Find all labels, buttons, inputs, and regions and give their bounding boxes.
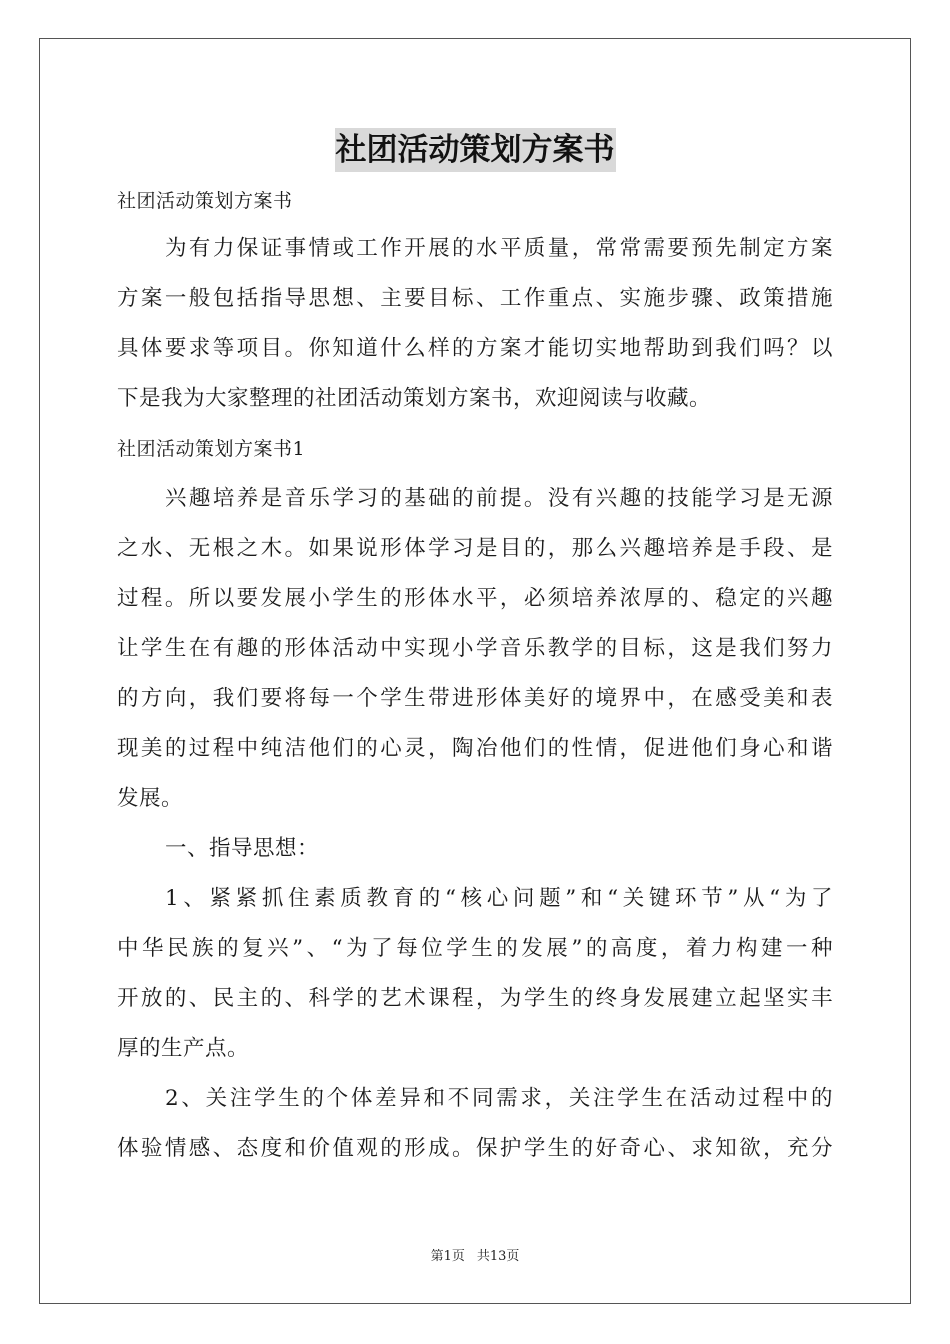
title-wrap: [0, 128, 950, 172]
text-line: 下是我为大家整理的社团活动策划方案书，欢迎阅读与收藏。: [117, 386, 712, 411]
text-line: 发展。: [117, 786, 184, 811]
text-line: 中华民族的复兴”、“为了每位学生的发展”的高度，着力构建一种: [117, 936, 833, 961]
text-line: 2、关注学生的个体差异和不同需求，关注学生在活动过程中的: [165, 1086, 833, 1111]
text-line: 体验情感、态度和价值观的形成。保护学生的好奇心、求知欲，充分: [117, 1136, 833, 1161]
text-line: 方案一般包括指导思想、主要目标、工作重点、实施步骤、政策措施: [117, 286, 833, 311]
text-line: 让学生在有趣的形体活动中实现小学音乐教学的目标，这是我们努力: [117, 636, 833, 661]
text-line: 之水、无根之木。如果说形体学习是目的，那么兴趣培养是手段、是: [117, 536, 833, 561]
page-border: [39, 38, 911, 1304]
text-line: 兴趣培养是音乐学习的基础的前提。没有兴趣的技能学习是无源: [165, 486, 833, 511]
text-line: 现美的过程中纯洁他们的心灵，陶冶他们的性情，促进他们身心和谐: [117, 736, 833, 761]
text-line: 过程。所以要发展小学生的形体水平，必须培养浓厚的、稳定的兴趣: [117, 586, 833, 611]
text-line: 具体要求等项目。你知道什么样的方案才能切实地帮助到我们吗？以: [117, 336, 833, 361]
subsection-heading: 一、指导思想：: [165, 836, 320, 861]
text-line: 1、紧紧抓住素质教育的“核心问题”和“关键环节”从“为了: [165, 886, 833, 911]
document-title: 社团活动策划方案书: [335, 128, 616, 172]
text-line: 的方向，我们要将每一个学生带进形体美好的境界中，在感受美和表: [117, 686, 833, 711]
page-number: 第1页: [430, 1249, 465, 1264]
text-line: 为有力保证事情或工作开展的水平质量，常常需要预先制定方案: [165, 236, 833, 261]
section-heading: 社团活动策划方案书1: [117, 438, 306, 460]
page-total: 共13页: [476, 1249, 520, 1264]
text-line: 厚的生产点。: [117, 1036, 250, 1061]
subtitle-line: 社团活动策划方案书: [117, 190, 293, 212]
page-footer: [0, 1248, 950, 1266]
text-line: 开放的、民主的、科学的艺术课程，为学生的终身发展建立起坚实丰: [117, 986, 833, 1011]
